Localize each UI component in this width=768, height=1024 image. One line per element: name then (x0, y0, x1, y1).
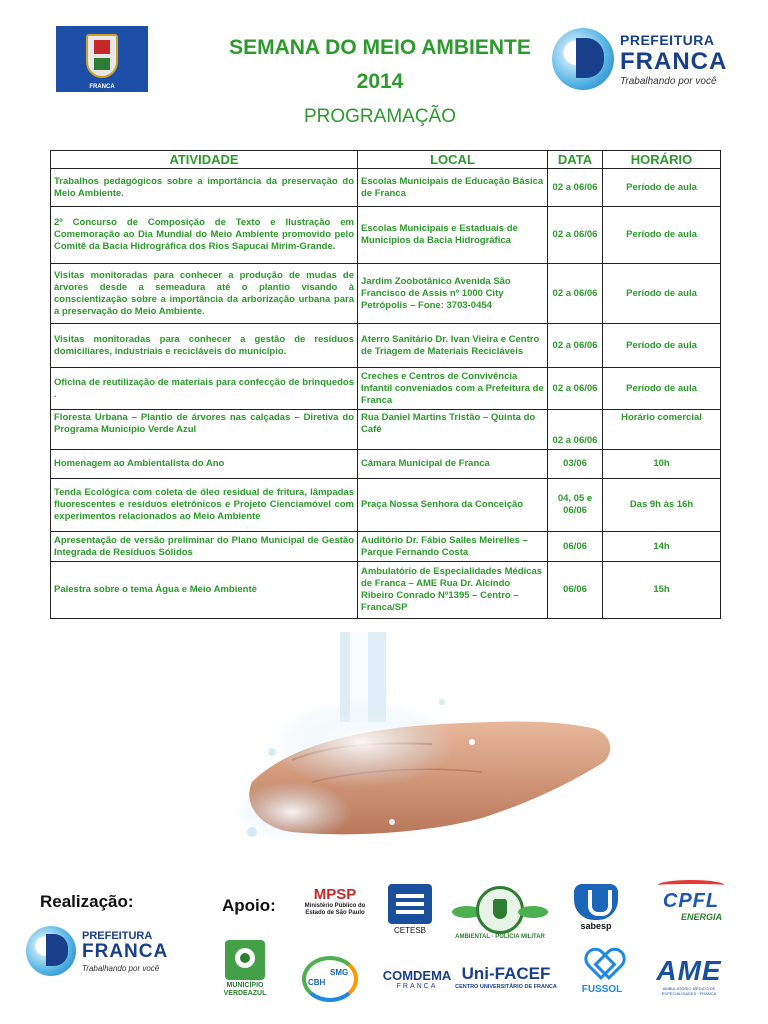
comdema-name: COMDEMA (382, 968, 452, 983)
cell-atividade: Tenda Ecológica com coleta de óleo residual de fritura, lâmpadas fluorescentes e resíduos eletrônicos e Projeto Cienciamóvel com experimentos relacionados ao Meio Ambiente (51, 479, 358, 532)
municipio-verde-azul-icon (225, 940, 265, 980)
cell-local: Rua Daniel Martins Tristão – Quinta do Café (358, 410, 548, 450)
unifacef-sub: CENTRO UNIVERSITÁRIO DE FRANCA (455, 984, 557, 990)
cpfl-swoosh-icon (658, 880, 724, 890)
cell-local: Câmara Municipal de Franca (358, 450, 548, 479)
cell-data: 06/06 (548, 562, 603, 619)
coat-of-arms-icon (86, 34, 118, 78)
prefeitura-logo-icon (552, 28, 614, 90)
table-row (51, 264, 721, 324)
cell-horario: Horário comercial (603, 410, 721, 450)
franca-crest-flag (56, 26, 148, 92)
cell-local: Creches e Centros de Convivência Infantil conveniados com a Prefeitura de Franca (358, 368, 548, 410)
cell-horario: Período de aula (603, 264, 721, 324)
cpfl-sub: ENERGIA (680, 912, 722, 922)
unifacef-name: Uni-FACEF (461, 964, 551, 983)
cetesb-name: CETESB (393, 926, 426, 935)
cell-horario: 15h (603, 562, 721, 619)
cetesb-icon (388, 884, 432, 924)
table-row (51, 368, 721, 410)
cell-atividade: Homenagem ao Ambientalista do Ano (51, 450, 358, 479)
cell-local: Praça Nossa Senhora da Conceição (358, 479, 548, 532)
logo-line1: PREFEITURA (620, 32, 715, 48)
cell-data: 06/06 (548, 532, 603, 562)
header-data: DATA (548, 151, 603, 169)
table-row (51, 479, 721, 532)
cpfl-name: CPFL (662, 890, 720, 912)
prefeitura-logo-icon (26, 926, 76, 976)
heart-icon (587, 950, 617, 978)
wing-icon (518, 906, 548, 918)
cell-atividade: Palestra sobre o tema Água e Meio Ambiente (51, 562, 358, 619)
sabesp-icon (574, 884, 618, 920)
ame-logo (646, 956, 732, 996)
header-local: LOCAL (358, 151, 548, 169)
table-row (51, 450, 721, 479)
cell-horario: 14h (603, 532, 721, 562)
crest-caption: FRANCA (89, 84, 115, 90)
smg-name: SMG (330, 968, 349, 977)
fussol-name: FUSSOL (581, 984, 623, 995)
page-title-line2: 2014 (356, 70, 404, 93)
realizacao-prefeitura-logo (26, 926, 176, 976)
realizacao-label: Realização: (40, 892, 134, 911)
page-title-line1: SEMANA DO MEIO AMBIENTE (229, 36, 531, 59)
mpsp-logo (300, 886, 370, 917)
header-atividade: ATIVIDADE (51, 151, 358, 169)
cell-horario: Período de aula (603, 368, 721, 410)
cell-atividade: Floresta Urbana – Plantio de árvores nas calçadas – Diretiva do Programa Município Verde Azul (51, 410, 358, 450)
logo-tagline: Trabalhando por você (620, 76, 717, 87)
mva-name: MUNICÍPIO VERDEAZUL (223, 982, 267, 997)
cell-data: 02 a 06/06 (548, 207, 603, 264)
program-table (50, 150, 721, 619)
cell-atividade: 2º Concurso de Composição de Texto e Ilustração em Comemoração ao Dia Mundial do Meio Ambiente promovido pelo Comitê da Bacia Hidrográfica dos Rios Sapucaí Mirim-Grande. (51, 207, 358, 264)
ame-name: AME (656, 955, 722, 986)
logo-tagline: Trabalhando por você (82, 964, 160, 973)
municipio-verde-azul-logo (220, 940, 270, 998)
mpsp-sub: Ministério Público do Estado de São Paulo (304, 903, 366, 916)
logo-line2: FRANCA (82, 941, 169, 962)
cell-data: 02 a 06/06 (548, 169, 603, 207)
cell-data: 02 a 06/06 (548, 410, 603, 450)
fussol-logo (576, 950, 628, 995)
cell-horario: Período de aula (603, 169, 721, 207)
mpsp-name: MPSP (313, 886, 357, 903)
cell-atividade: Apresentação de versão preliminar do Plano Municipal de Gestão Integrada de Resíduos Sólidos (51, 532, 358, 562)
ame-sub: AMBULATÓRIO MÉDICO DE ESPECIALIDADES · FRANCA (661, 986, 717, 996)
cell-atividade: Trabalhos pedagógicos sobre a importância da preservação do Meio Ambiente. (51, 169, 358, 207)
page-subtitle: PROGRAMAÇÃO (303, 106, 457, 127)
table-row (51, 324, 721, 368)
cell-data: 02 a 06/06 (548, 324, 603, 368)
police-badge-icon (476, 886, 524, 934)
cell-data: 03/06 (548, 450, 603, 479)
table-row (51, 169, 721, 207)
cell-horario: Período de aula (603, 324, 721, 368)
cell-data: 02 a 06/06 (548, 368, 603, 410)
logo-line2: FRANCA (620, 48, 728, 75)
cbh-name: CBH (308, 978, 326, 987)
policia-ambiental-logo (452, 884, 548, 944)
cell-local: Ambulatório de Especialidades Médicas de Franca – AME Rua Dr. Alcindo Ribeiro Conrado Nº1395 – Centro – Franca/SP (358, 562, 548, 619)
header-horario: HORÁRIO (603, 151, 721, 169)
cbh-smg-logo (296, 956, 366, 1006)
cell-horario: Das 9h às 16h (603, 479, 721, 532)
table-row (51, 207, 721, 264)
sabesp-name: sabesp (580, 921, 612, 931)
cell-atividade: Oficina de reutilização de materiais para confecção de brinquedos . (51, 368, 358, 410)
cell-atividade: Visitas monitoradas para conhecer a produção de mudas de árvores desde a semeadura até o plantio visando à conscientização sobre a importância da arborização urbana para a preservação do Meio Ambiente. (51, 264, 358, 324)
logo-line1: PREFEITURA (82, 930, 153, 942)
cell-horario: Período de aula (603, 207, 721, 264)
comdema-logo (380, 968, 454, 990)
cell-horario: 10h (603, 450, 721, 479)
cell-local: Jardim Zoobotânico Avenida São Francisco de Assis nº 1000 City Petrópolis – Fone: 3703-0454 (358, 264, 548, 324)
table-header-row (51, 151, 721, 169)
comdema-sub: FRANCA (396, 983, 438, 990)
cell-local: Auditório Dr. Fábio Salles Meirelles – Parque Fernando Costa (358, 532, 548, 562)
prefeitura-franca-logo (550, 26, 740, 92)
cell-atividade: Visitas monitoradas para conhecer a gestão de resíduos domiciliares, industriais e recicláveis do município. (51, 324, 358, 368)
cell-data: 04, 05 e 06/06 (548, 479, 603, 532)
table-row (51, 532, 721, 562)
apoio-label: Apoio: (222, 896, 276, 915)
cell-local: Escolas Municipais e Estaduais de Municípios da Bacia Hidrográfica (358, 207, 548, 264)
cell-local: Aterro Sanitário Dr. Ivan Vieira e Centro de Triagem de Materiais Recicláveis (358, 324, 548, 368)
cell-data: 02 a 06/06 (548, 264, 603, 324)
sabesp-logo (570, 884, 622, 931)
cell-local: Escolas Municipais de Educação Básica de Franca (358, 169, 548, 207)
table-row (51, 562, 721, 619)
policia-name: AMBIENTAL · POLÍCIA MILITAR (455, 934, 545, 940)
unifacef-logo (454, 964, 558, 990)
table-row (51, 410, 721, 450)
cpfl-logo (654, 880, 728, 922)
cetesb-logo (384, 884, 436, 935)
hands-water-photo (232, 632, 617, 854)
